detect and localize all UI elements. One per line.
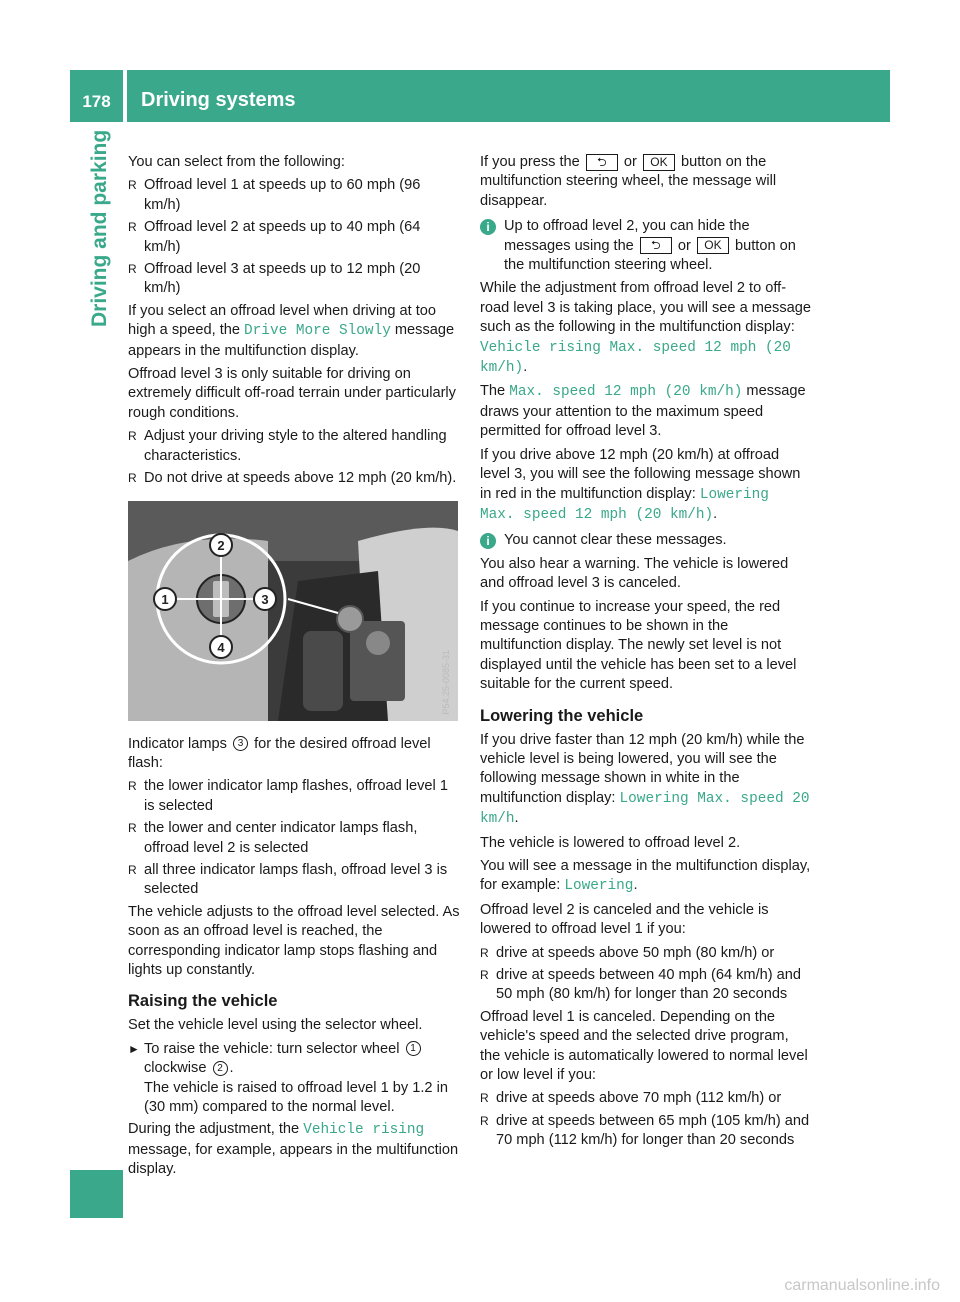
paragraph: The Max. speed 12 mph (20 km/h) message draws your attention to the maximum speed permitted for offroad level 3. xyxy=(480,383,806,440)
svg-text:4: 4 xyxy=(217,639,225,655)
instruction-step: ► To raise the vehicle: turn selector wheel 1 clockwise 2 . The vehicle is raised to offroad level 1 by 1.2 in (30 mm) compared to the normal level. xyxy=(128,1040,448,1115)
paragraph: Indicator lamps 3 for the desired offroad level flash: xyxy=(128,735,431,771)
step-result: The vehicle is raised to offroad level 1 by 1.2 in (30 mm) compared to the normal level. xyxy=(144,1079,448,1115)
paragraph: If you continue to increase your speed, the red message continues to be shown in the multifunction display. The newly set level is not displayed until the vehicle has been set to a level suitable for the current speed. xyxy=(480,598,797,693)
side-tab-label: Driving and parking xyxy=(88,130,111,328)
paragraph: If you press the ⮌ or OK button on the multifunction steering wheel, the message will disappear. xyxy=(480,154,777,209)
paragraph: Offroad level 1 is canceled. Depending on the vehicle's speed and the selected drive program, the vehicle is automatically lowered to normal level or low level if you: xyxy=(480,1008,808,1084)
svg-text:3: 3 xyxy=(261,591,269,607)
figure-code: P54.25-0085-31 xyxy=(440,649,451,715)
ok-key-icon: OK xyxy=(697,237,729,254)
callout-2 xyxy=(210,534,232,556)
header-divider xyxy=(123,70,127,122)
callout-number: 3 xyxy=(233,736,248,751)
ok-key-icon: OK xyxy=(643,154,675,171)
paragraph: The vehicle adjusts to the offroad level selected. As soon as an offroad level is reached, the corresponding indicator lamp stops flashing and lights up constantly. xyxy=(128,903,460,978)
paragraph: You will see a message in the multifunction display, for example: Lowering. xyxy=(480,858,811,895)
info-note: i Up to offroad level 2, you can hide the messages using the ⮌ or OK button on the multifunction steering wheel. xyxy=(480,217,812,275)
right-column xyxy=(480,153,812,1154)
callout-number: 1 xyxy=(406,1041,421,1056)
lowering-heading: Lowering the vehicle xyxy=(480,706,644,725)
info-note: i You cannot clear these messages. xyxy=(480,531,812,550)
paragraph: Offroad level 2 is canceled and the vehicle is lowered to offroad level 1 if you: xyxy=(480,901,769,938)
paragraph: Set the vehicle level using the selector wheel. xyxy=(128,1017,423,1034)
intro-text: You can select from the following: xyxy=(128,154,345,170)
list-item: R the lower indicator lamp flashes, offroad level 1 is selected xyxy=(128,778,448,814)
list-item: R drive at speeds between 40 mph (64 km/h) and 50 mph (80 km/h) for longer than 20 seconds xyxy=(480,967,802,1003)
paragraph: If you drive above 12 mph (20 km/h) at offroad level 3, you will see the following message shown in red in the multifunction display: Lowering Max. speed 12 mph (20 km/h). xyxy=(480,446,801,523)
watermark: carmanualsonline.info xyxy=(784,1277,940,1294)
paragraph: If you drive faster than 12 mph (20 km/h) while the vehicle level is being lowered, you will see the following message shown in white in the multifunction display: Lowering Max. speed 20 km/h. xyxy=(480,731,810,828)
list-item: R drive at speeds between 65 mph (105 km/h) and 70 mph (112 km/h) for longer than 20 seconds xyxy=(480,1112,810,1149)
display-message: Lowering Max. speed 12 mph (20 km/h) xyxy=(480,486,769,523)
svg-text:1: 1 xyxy=(161,591,169,607)
paragraph: You also hear a warning. The vehicle is lowered and offroad level 3 is canceled. xyxy=(480,555,789,592)
display-message: Lowering xyxy=(564,878,634,895)
callout-4 xyxy=(210,636,232,658)
display-message: Lowering Max. speed 20 km/h xyxy=(480,790,810,828)
callout-3 xyxy=(254,588,276,610)
list-item: R Adjust your driving style to the altered handling characteristics. xyxy=(128,428,447,464)
side-tab-marker xyxy=(70,1170,123,1218)
svg-text:2: 2 xyxy=(217,537,225,553)
section-title: Driving systems xyxy=(141,89,296,111)
info-icon: i xyxy=(480,533,496,549)
back-key-icon: ⮌ xyxy=(586,154,618,171)
display-message: Vehicle rising Max. speed 12 mph (20 km/h) xyxy=(480,339,791,377)
display-message: Drive More Slowly xyxy=(244,323,391,340)
left-column xyxy=(128,153,460,1184)
page-number: 178 xyxy=(82,92,111,111)
paragraph: Offroad level 3 is only suitable for driving on extremely difficult off-road terrain under particularly rough conditions. xyxy=(128,366,456,421)
raising-heading: Raising the vehicle xyxy=(128,992,278,1011)
callout-1 xyxy=(154,588,176,610)
display-message: Max. speed 12 mph (20 km/h) xyxy=(509,384,743,401)
list-item: R Do not drive at speeds above 12 mph (20 km/h). xyxy=(128,470,457,487)
list-item: R Offroad level 3 at speeds up to 12 mph (20 km/h) xyxy=(128,261,421,297)
list-item: R drive at speeds above 70 mph (112 km/h) or xyxy=(480,1090,782,1107)
display-message: Vehicle rising xyxy=(303,1122,425,1139)
list-item: R the lower and center indicator lamps flash, offroad level 2 is selected xyxy=(128,820,418,856)
list-item: R Offroad level 2 at speeds up to 40 mph (64 km/h) xyxy=(128,219,421,255)
callout-number: 2 xyxy=(213,1061,228,1076)
selector-wheel-figure xyxy=(128,501,458,721)
paragraph: If you select an offroad level when driving at too high a speed, the Drive More Slowly message appears in the multifunction display. xyxy=(128,302,455,359)
info-icon: i xyxy=(480,219,496,235)
paragraph: During the adjustment, the Vehicle rising message, for example, appears in the multifunction display. xyxy=(128,1121,459,1178)
paragraph: While the adjustment from offroad level 2 to off-road level 3 is taking place, you will see a message such as the following in the multifunction display: Vehicle rising Max. speed 12 mph (20 km/h). xyxy=(480,280,811,377)
list-item: R all three indicator lamps flash, offroad level 3 is selected xyxy=(128,861,448,898)
list-item: R drive at speeds above 50 mph (80 km/h) or xyxy=(480,944,775,961)
paragraph: The vehicle is lowered to offroad level 2. xyxy=(480,834,741,851)
list-item: R Offroad level 1 at speeds up to 60 mph (96 km/h) xyxy=(128,177,421,213)
back-key-icon: ⮌ xyxy=(640,237,672,254)
